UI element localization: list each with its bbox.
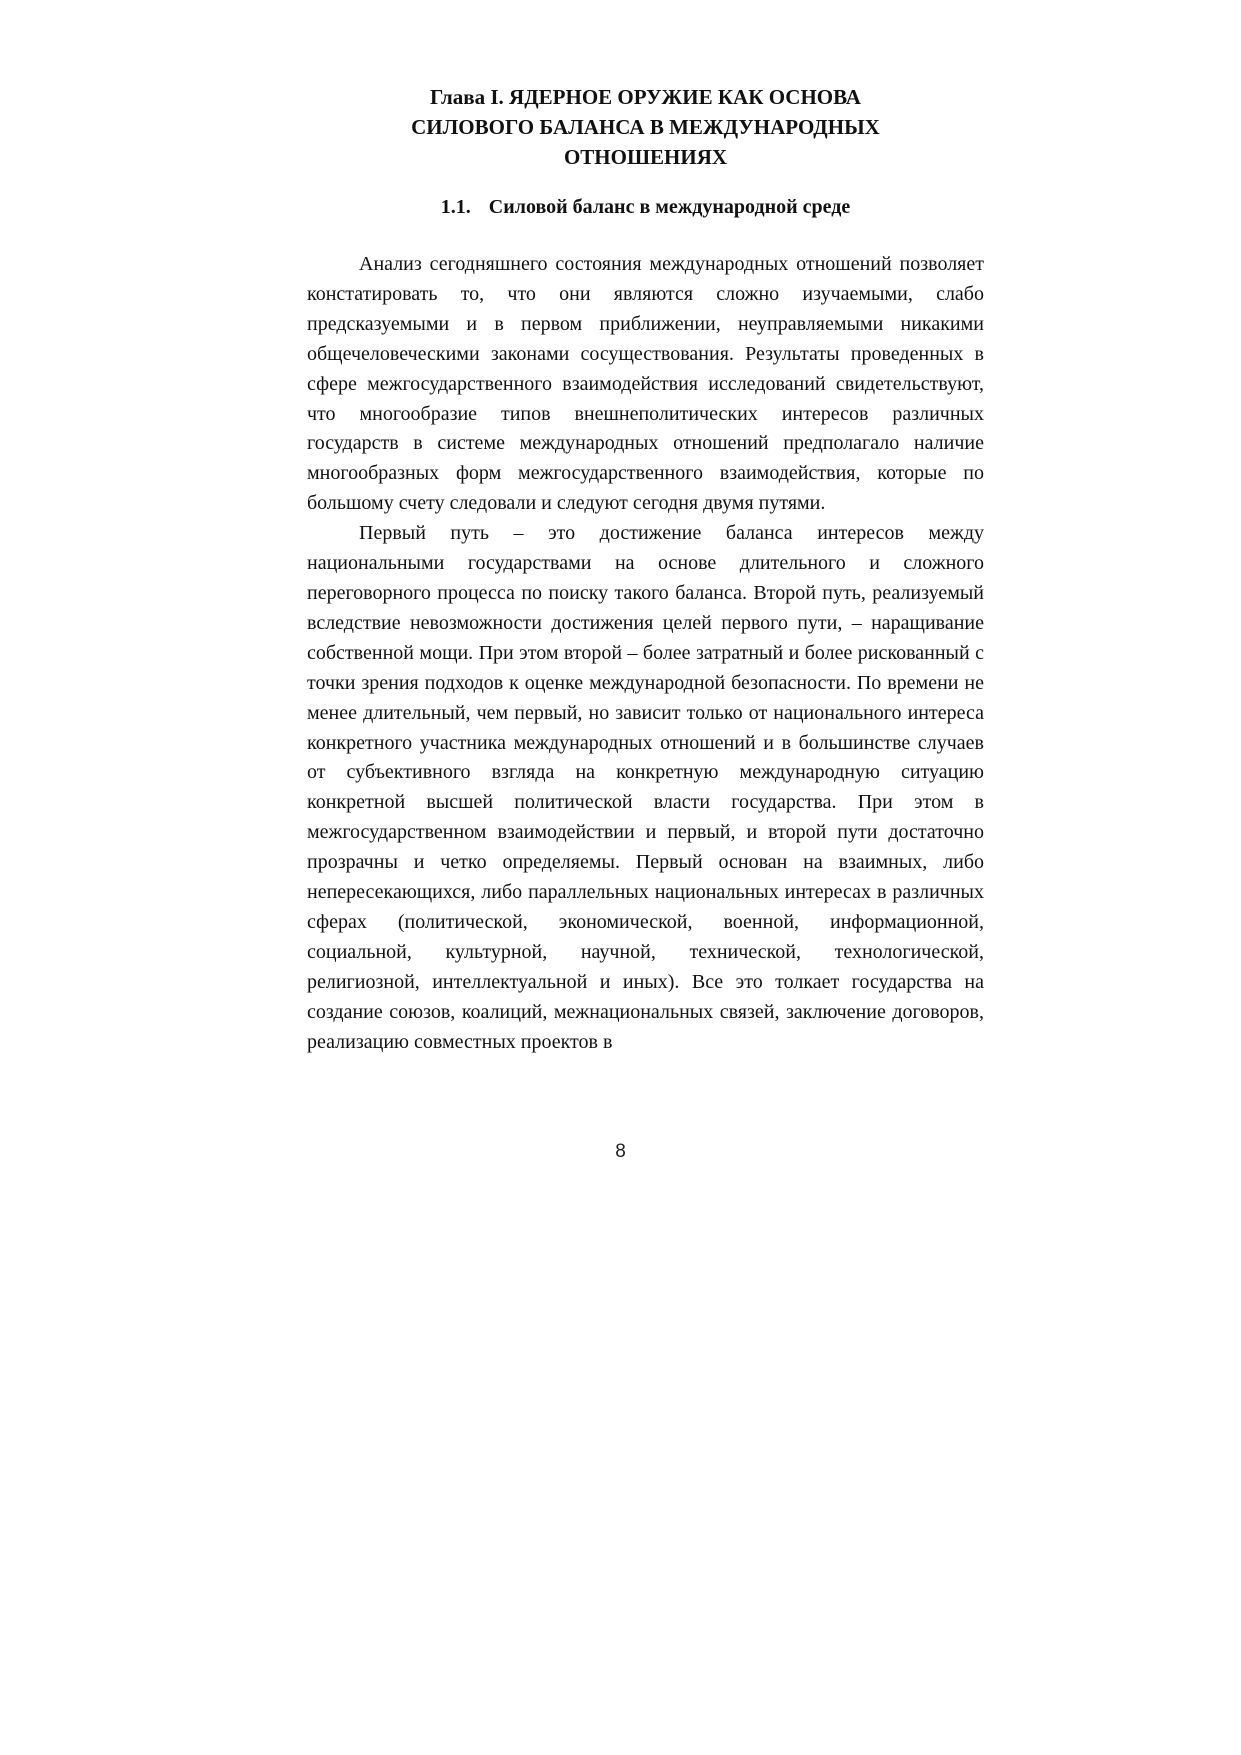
chapter-title-line-2: СИЛОВОГО БАЛАНСА В МЕЖДУНАРОДНЫХ [411,115,880,139]
chapter-title-line-1: Глава I. ЯДЕРНОЕ ОРУЖИЕ КАК ОСНОВА [430,85,861,109]
paragraph-2: Первый путь – это достижение баланса интересов между национальными государствами на основе длительного и сложного переговорного процесса по поиску такого баланса. Второй путь, реализуемый вследствие невозможности достижения целей первого пути, – наращивание собственной мощи. При этом второй – более затратный и более рискованный с точки зрения подходов к оценке международной безопасности. По времени не менее длительный, чем первый, но зависит только от национального интереса конкретного участника международных отношений и в большинстве случаев от субъективного взгляда на конкретную международную ситуацию конкретной высшей политической власти государства. При этом в межгосударственном взаимодействии и первый, и второй пути достаточно прозрачны и четко определяемы. Первый основан на взаимных, либо непересекающихся, либо параллельных национальных интересах в различных сферах (политической, экономической, военной, информационной, социальной, культурной, научной, технической, технологической, религиозной, интеллектуальной и иных). Все это толкает государства на создание союзов, коалиций, межнациональных связей, заключение договоров, реализацию совместных проектов в [307,522,984,1053]
document-page [307,82,984,1057]
chapter-title [307,82,984,172]
page-number: 8 [615,1141,626,1162]
section-number: 1.1. [440,196,471,218]
paragraph-1: Анализ сегодняшнего состояния международных отношений позволяет констатировать то, что они являются сложно изучаемыми, слабо предсказуемыми и в первом приближении, неуправляемыми никакими общечеловеческими законами сосуществования. Результаты проведенных в сфере межгосударственного взаимодействия исследований свидетельствуют, что многообразие типов внешнеполитических интересов различных государств в системе международных отношений предполагало наличие многообразных форм межгосударственного взаимодействия, которые по большому счету следовали и следуют сегодня двумя путями. [307,253,984,515]
chapter-title-line-3: ОТНОШЕНИЯХ [563,145,728,169]
section-title: Силовой баланс в международной среде [488,196,851,218]
body-text [307,250,984,1057]
section-heading [307,193,984,221]
